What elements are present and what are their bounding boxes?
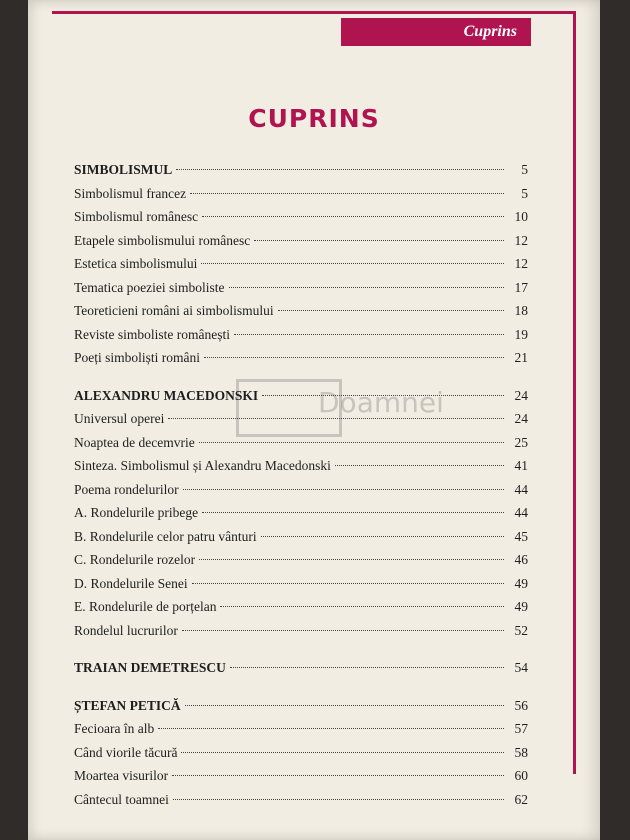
dot-leader [183,489,504,490]
toc-entry-label: Reviste simboliste românești [74,326,230,342]
toc-entry [74,229,528,253]
toc-page-number: 18 [514,303,528,318]
toc-page-number: 52 [514,622,528,638]
toc-entry-label: Cântecul toamnei [74,791,169,807]
toc-page-number: 12 [514,256,528,271]
dot-leader [182,630,504,631]
book-page [28,0,600,840]
dot-leader [202,512,504,513]
dot-leader [254,240,504,241]
dot-leader [176,169,504,170]
watermark-text: Doamnei [318,386,444,419]
toc-section-entry [74,656,528,680]
toc-entry-label: Noaptea de decemvrie [74,434,195,450]
dot-leader [173,799,504,800]
toc-entry-label: Universul operei [74,411,165,426]
toc-entry [74,741,528,765]
toc-entry [74,252,528,276]
toc-entry [74,299,528,323]
toc-entry-label: A. Rondelurile pribege [74,505,199,520]
toc-page-number: 57 [514,721,528,736]
toc-page-number: 24 [514,411,528,426]
dot-leader [199,442,504,443]
dot-leader [262,395,504,396]
toc-page-number: 46 [514,552,528,567]
toc-page-number: 45 [514,528,528,544]
toc-entry [74,478,528,502]
toc-page-number: 5 [521,185,528,201]
toc-page-number: 44 [514,505,528,520]
dot-leader [158,728,504,729]
toc-entry [74,276,528,300]
section-gap [74,642,528,656]
toc-page-number: 56 [514,697,528,713]
toc-page-number: 10 [514,209,528,224]
toc-entry-label: Simbolismul francez [74,185,187,201]
dot-leader [168,418,504,419]
toc-page-number: 44 [514,481,528,497]
toc-entry [74,454,528,478]
toc-entry [74,501,528,525]
toc-page-number: 12 [514,232,528,248]
dot-leader [181,752,504,753]
toc-page-number: 49 [514,575,528,591]
section-gap [74,370,528,384]
dot-leader [234,334,504,335]
toc-page-number: 58 [514,744,528,760]
toc-page-number: 24 [514,387,528,403]
page-title: CUPRINS [248,104,380,133]
toc-entry [74,407,528,431]
toc-page-number: 49 [514,599,528,614]
toc-entry [74,525,528,549]
header-tab: Cuprins [341,18,531,46]
toc-entry [74,717,528,741]
toc-entry-label: E. Rondelurile de porțelan [74,599,217,614]
toc-entry-label: C. Rondelurile rozelor [74,552,196,567]
toc-entry-label: Estetica simbolismului [74,256,198,271]
toc-entry [74,182,528,206]
toc-entry [74,572,528,596]
dot-leader [261,536,504,537]
toc-page-number: 5 [521,162,528,177]
toc-entry-label: Când viorile tăcură [74,744,178,760]
toc-entry [74,323,528,347]
top-divider [52,11,574,14]
toc-entry [74,205,528,229]
toc-entry-label: Rondelul lucrurilor [74,622,178,638]
dot-leader [229,287,504,288]
dot-leader [202,216,504,217]
section-gap [74,680,528,694]
toc-page-number: 60 [514,768,528,783]
toc-section-entry [74,158,528,182]
table-of-contents [74,158,528,811]
toc-section-entry [74,694,528,718]
toc-page-number: 54 [514,660,528,675]
dot-leader [220,606,504,607]
toc-entry [74,788,528,812]
dot-leader [192,583,504,584]
toc-entry-label: B. Rondelurile celor patru vânturi [74,528,257,544]
toc-entry-label: ȘTEFAN PETICĂ [74,697,181,713]
toc-page-number: 19 [514,326,528,342]
toc-entry-label: TRAIAN DEMETRESCU [74,660,226,675]
dot-leader [230,667,504,668]
toc-page-number: 62 [514,791,528,807]
dot-leader [199,559,504,560]
toc-entry-label: Moartea visurilor [74,768,169,783]
toc-entry-label: ALEXANDRU MACEDONSKI [74,387,259,403]
dot-leader [204,357,504,358]
toc-entry [74,431,528,455]
dot-leader [335,465,504,466]
dot-leader [185,705,504,706]
toc-page-number: 17 [514,279,528,295]
toc-entry-label: Tematica poeziei simboliste [74,279,225,295]
dot-leader [190,193,504,194]
toc-entry [74,619,528,643]
dot-leader [278,310,504,311]
toc-entry-label: Teoreticieni români ai simbolismului [74,303,274,318]
dot-leader [201,263,504,264]
toc-section-entry [74,384,528,408]
toc-page-number: 41 [514,458,528,473]
toc-entry [74,548,528,572]
toc-entry-label: Sinteza. Simbolismul și Alexandru Macedonski [74,458,331,473]
toc-entry [74,595,528,619]
toc-page-number: 25 [514,434,528,450]
toc-entry-label: D. Rondelurile Senei [74,575,188,591]
toc-entry-label: Etapele simbolismului românesc [74,232,251,248]
toc-entry-label: SIMBOLISMUL [74,162,173,177]
toc-page-number: 21 [514,350,528,365]
toc-entry-label: Poeți simboliști români [74,350,201,365]
toc-entry-label: Poema rondelurilor [74,481,179,497]
toc-entry-label: Simbolismul românesc [74,209,199,224]
toc-entry-label: Fecioara în alb [74,721,155,736]
dot-leader [172,775,504,776]
toc-entry [74,346,528,370]
toc-entry [74,764,528,788]
